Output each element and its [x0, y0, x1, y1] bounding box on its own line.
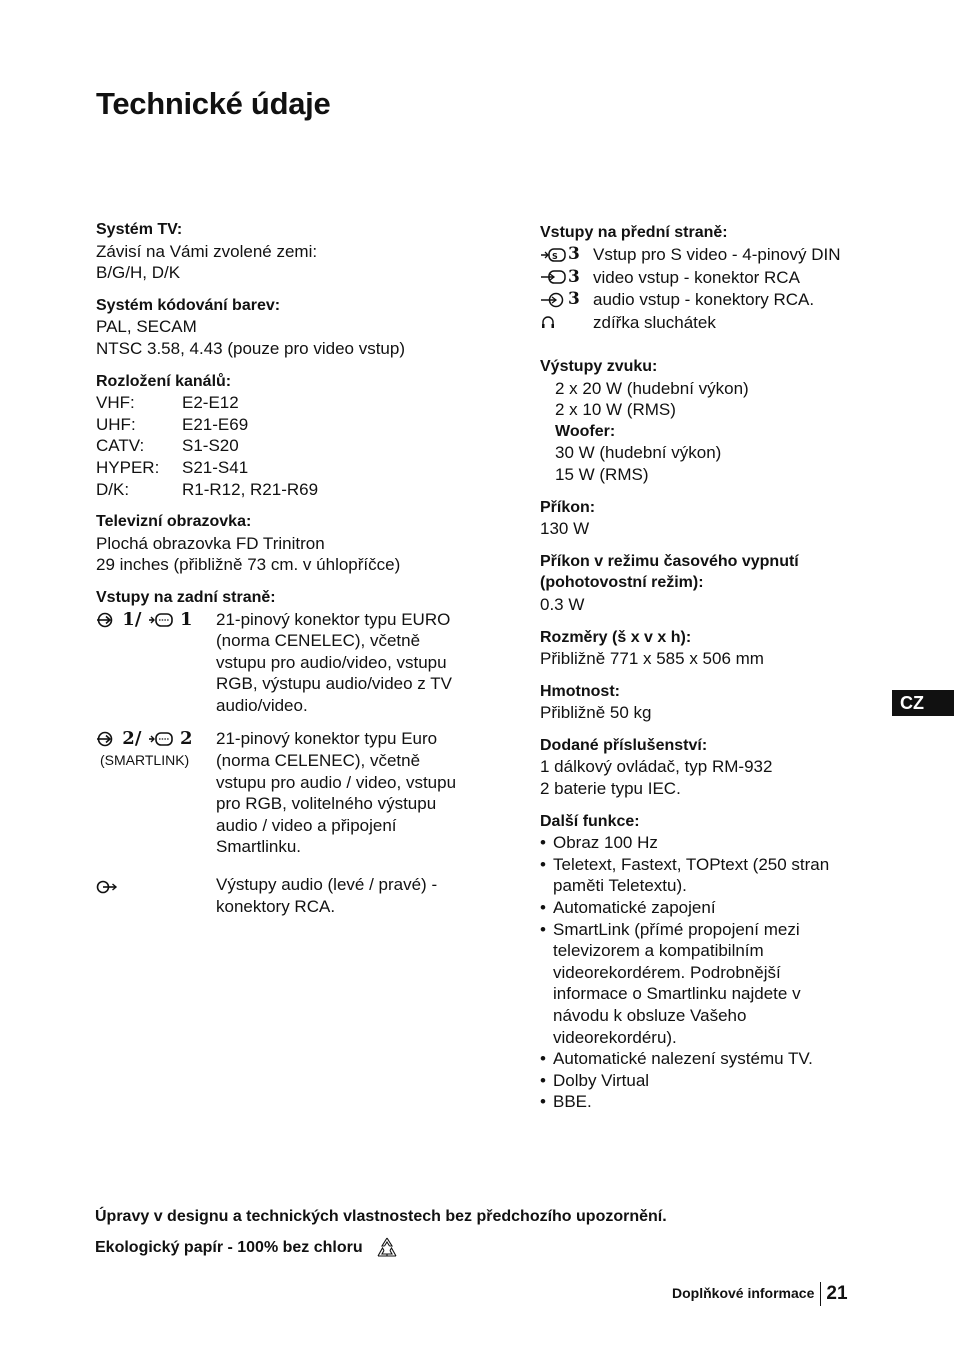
- text-line: paměti Teletextu).: [553, 876, 687, 896]
- connector-symbols: [96, 728, 216, 858]
- text-line: konektory RCA.: [216, 896, 336, 916]
- list-item: • Dolby Virtual: [540, 1070, 650, 1090]
- channel-range: E2-E12: [182, 393, 239, 413]
- audio-output-icon: [96, 876, 118, 897]
- svg-text:S: S: [552, 251, 558, 261]
- input-number: 3: [568, 266, 580, 287]
- section-heading: Systém TV:: [96, 221, 183, 238]
- front-input-row: [540, 244, 880, 267]
- channel-row: [96, 392, 496, 414]
- text-line: videorekordéru).: [553, 1027, 677, 1047]
- video-input-icon: [540, 267, 593, 289]
- channel-range: S21-S41: [182, 457, 249, 477]
- text-line: videorekordérem. Podrobnější: [553, 962, 781, 982]
- section-heading: Systém kódování barev:: [96, 296, 281, 314]
- headphones-icon: [540, 312, 593, 334]
- connector-number: 2: [179, 728, 193, 750]
- section-heading: Příkon v režimu časového vypnutí: [540, 552, 799, 570]
- eco-paper-note: [95, 1236, 399, 1260]
- text-line: Plochá obrazovka FD Trinitron: [96, 533, 325, 553]
- connector-description: [216, 609, 452, 717]
- woofer-heading: Woofer:: [555, 422, 616, 440]
- text-line: vstupu pro audio / video, vstupu: [216, 772, 457, 792]
- section-heading: Dodané příslušenství:: [540, 736, 708, 754]
- front-input-row: [540, 289, 880, 312]
- text-line: pro RGB, volitelného výstupu: [216, 794, 437, 814]
- text-line: návodu k obsluze Vašeho: [553, 1006, 747, 1025]
- text-line: televizorem a kompatibilním: [553, 941, 764, 961]
- design-change-notice: Úpravy v designu a technických vlastnostech bez předchozího upozornění.: [95, 1208, 667, 1225]
- text-line: audio/video.: [216, 695, 308, 715]
- page-number: 21: [826, 1283, 848, 1305]
- text-line: Závisí na Vámi zvolené zemi:: [96, 241, 318, 261]
- text-line: 21-pinový konektor typu Euro: [216, 729, 438, 749]
- text-line: 0.3 W: [540, 594, 585, 614]
- text-line: Přibližně 771 x 585 x 506 mm: [540, 649, 764, 669]
- screen-section: [96, 511, 496, 576]
- list-item: • SmartLink (přímé propojení mezi televizorem a kompatibilním videorekordérem. Podrobnější informace o Smartlinku najdete v návodu k obsluze Vašeho videorekordéru).: [540, 919, 801, 1047]
- channel-band: UHF:: [96, 414, 136, 434]
- text-line: Dolby Virtual: [553, 1070, 650, 1090]
- connector-symbols: [96, 874, 216, 917]
- rear-connector-2: [96, 728, 496, 858]
- section-heading: Další funkce:: [540, 812, 640, 830]
- list-item: • Automatické zapojení: [540, 898, 716, 918]
- section-heading: Televizní obrazovka:: [96, 513, 252, 531]
- text-line: Přibližně 50 kg: [540, 703, 652, 723]
- connector-description: [216, 874, 437, 917]
- features-section: [540, 811, 880, 1113]
- channel-band: CATV:: [96, 436, 145, 456]
- text-line: 21-pinový konektor typu EURO: [216, 609, 451, 629]
- weight-section: [540, 681, 880, 724]
- scart-output-icon: [148, 609, 180, 630]
- sound-output-section: [540, 356, 880, 486]
- input-description: audio vstup - konektory RCA.: [593, 290, 815, 310]
- rear-connector-1: [96, 609, 496, 717]
- color-system-section: [96, 295, 496, 360]
- section-heading: Vstupy na přední straně:: [540, 224, 728, 241]
- text-line: 29 inches (přibližně 73 cm. v úhlopříčce): [96, 555, 401, 575]
- front-input-row: [540, 266, 880, 289]
- connector-description: [216, 728, 456, 858]
- input-number: 3: [568, 244, 580, 265]
- text-line: 130 W: [540, 519, 590, 539]
- text-line: 15 W (RMS): [555, 464, 649, 484]
- connector-number: 1: [122, 608, 135, 630]
- rear-inputs-section: [96, 587, 496, 917]
- text-line: 30 W (hudební výkon): [555, 443, 722, 463]
- list-item: • Automatické nalezení systému TV.: [540, 1049, 813, 1069]
- section-heading: Vstupy na zadní straně:: [96, 588, 276, 606]
- channel-row: [96, 457, 496, 479]
- text-line: Obraz 100 Hz: [553, 833, 658, 853]
- channels-section: [96, 371, 496, 501]
- text-line: Automatické nalezení systému TV.: [553, 1049, 813, 1069]
- eco-text: Ekologický papír - 100% bez chloru: [95, 1239, 363, 1257]
- text-line: 1 dálkový ovládač, typ RM-932: [540, 757, 773, 777]
- front-inputs-section: [540, 222, 880, 334]
- section-heading: Hmotnost:: [540, 682, 620, 700]
- text-line: BBE.: [553, 1092, 592, 1112]
- text-line: RGB, výstupu audio/video z TV: [216, 674, 452, 694]
- text-line: PAL, SECAM: [96, 317, 197, 337]
- right-column: [540, 222, 880, 1124]
- input-description: video vstup - konektor RCA: [593, 267, 800, 287]
- section-name: Doplňkové informace: [672, 1285, 815, 1302]
- text-line: Automatické zapojení: [553, 898, 716, 918]
- channel-band: D/K:: [96, 479, 130, 499]
- tv-system-section: [96, 219, 496, 284]
- text-line: Výstupy audio (levé / pravé) -: [216, 875, 438, 895]
- text-line: vstupu pro audio/video, vstupu: [216, 652, 447, 672]
- input-description: Vstup pro S video - 4-pinový DIN: [593, 245, 841, 265]
- audio-input-icon: [540, 289, 593, 311]
- channel-range: S1-S20: [182, 436, 239, 456]
- section-heading: (pohotovostní režim):: [540, 574, 704, 592]
- channel-row: [96, 435, 496, 457]
- language-tab: CZ: [892, 690, 954, 716]
- smartlink-label: (SMARTLINK): [100, 752, 190, 769]
- standby-power-section: [540, 551, 880, 616]
- text-line: 2 x 10 W (RMS): [555, 400, 676, 420]
- scart-input-icon: [96, 609, 122, 630]
- text-line: 2 baterie typu IEC.: [540, 779, 681, 799]
- accessories-section: [540, 735, 880, 800]
- section-heading: Rozměry (š x v x h):: [540, 628, 692, 646]
- dimensions-section: [540, 627, 880, 670]
- text-line: B/G/H, D/K: [96, 263, 181, 283]
- connector-symbols: [96, 609, 216, 717]
- text-line: informace o Smartlinku najdete v: [553, 984, 801, 1004]
- connector-number: 2: [122, 728, 135, 750]
- channel-band: HYPER:: [96, 457, 160, 477]
- page-footer: [672, 1282, 848, 1306]
- channel-row: [96, 479, 496, 501]
- channel-range: R1-R12, R21-R69: [182, 479, 319, 499]
- s-video-input-icon: [540, 244, 593, 266]
- list-item: • BBE.: [540, 1092, 592, 1112]
- text-line: (norma CENELEC), včetně: [216, 631, 421, 651]
- text-line: NTSC 3.58, 4.43 (pouze pro video vstup): [96, 338, 405, 358]
- left-column: [96, 219, 496, 928]
- separator: /: [134, 728, 142, 750]
- scart-output-icon: [148, 728, 180, 749]
- text-line: 2 x 20 W (hudební výkon): [555, 378, 749, 398]
- input-description: zdířka sluchátek: [593, 312, 716, 332]
- channel-row: [96, 414, 496, 436]
- page-title: Technické údaje: [96, 86, 331, 121]
- power-section: [540, 497, 880, 540]
- section-heading: Výstupy zvuku:: [540, 357, 658, 375]
- list-item: • Obraz 100 Hz: [540, 833, 658, 853]
- section-heading: Příkon:: [540, 498, 596, 516]
- rear-connector-3: [96, 874, 496, 917]
- text-line: audio / video a připojení: [216, 815, 397, 835]
- front-input-row: [540, 311, 880, 334]
- text-line: (norma CELENEC), včetně: [216, 751, 421, 771]
- section-heading: Rozložení kanálů:: [96, 372, 232, 390]
- text-line: Smartlinku.: [216, 837, 302, 857]
- footer-divider: [820, 1282, 821, 1306]
- separator: /: [134, 608, 142, 630]
- channel-range: E21-E69: [182, 414, 249, 434]
- list-item: • Teletext, Fastext, TOPtext (250 stran paměti Teletextu).: [540, 854, 830, 896]
- recycle-icon: [375, 1236, 399, 1260]
- text-line: SmartLink (přímé propojení mezi: [553, 919, 800, 939]
- connector-number: 1: [179, 608, 193, 630]
- scart-input-icon: [96, 728, 122, 749]
- input-number: 3: [568, 289, 580, 310]
- text-line: Teletext, Fastext, TOPtext (250 stran: [553, 854, 830, 874]
- channel-band: VHF:: [96, 393, 135, 413]
